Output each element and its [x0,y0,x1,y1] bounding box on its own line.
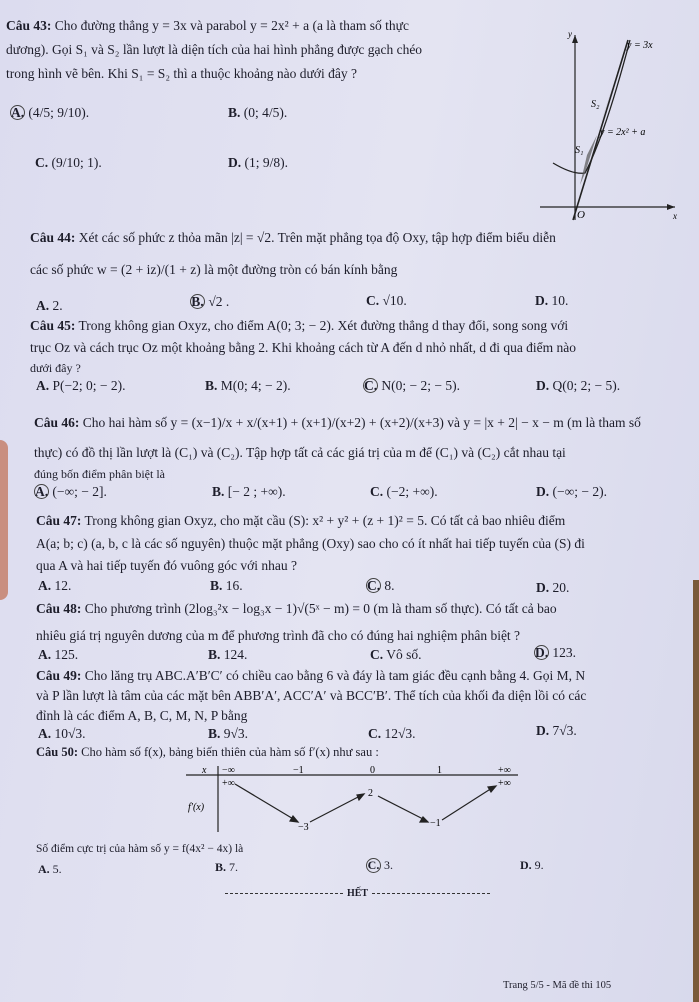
option-letter: D. [536,484,550,499]
q48-option-b[interactable] [208,647,247,663]
option-letter: C. [364,378,378,393]
y-axis-label: y [568,29,572,39]
option-text: Vô số. [386,647,422,662]
q46-option-a[interactable] [36,484,107,500]
question-text: Xét các số phức z thỏa mãn |z| = √2. Trên mặt phẳng tọa độ Oxy, tập hợp điểm biểu diễn [78,230,556,245]
f-value: −3 [298,822,309,833]
option-letter: A. [36,298,50,313]
q46-line-3: đúng bốn điểm phân biệt là [34,467,165,481]
q45-line-3: dưới đây ? [30,361,81,375]
q47-option-d[interactable] [536,580,569,596]
q48-line-1 [36,601,557,617]
option-text: 7√3. [552,723,577,738]
question-text: Cho đường thẳng y = 3x và parabol y = 2x² + a (a là tham số thực [54,18,409,33]
q43-line-1 [6,18,409,34]
option-text: [− 2 ; +∞). [227,484,286,499]
option-letter: C. [366,293,380,308]
option-letter: B. [212,484,225,499]
option-letter: A. [38,862,50,876]
option-letter: C. [368,726,382,741]
option-letter: B. [208,726,221,741]
option-text: (−∞; − 2]. [52,484,107,499]
x-value: −∞ [222,765,235,776]
s2-label: S₂ [591,99,600,110]
option-letter: A. [35,484,49,499]
option-text: Q(0; 2; − 5). [552,378,621,393]
option-text: 2. [52,298,63,313]
option-letter: B. [205,378,218,393]
option-letter: B. [208,647,221,662]
option-text: 3. [384,858,393,872]
q49-option-a[interactable] [38,726,86,742]
question-text: Cho hàm số f(x), bảng biến thiên của hàm số f′(x) như sau : [81,745,379,759]
option-text: 12. [54,578,72,593]
option-letter: D. [535,645,549,660]
f-value: +∞ [222,778,235,789]
option-text: 125. [54,647,79,662]
q49-line-2: và P lần lượt là tâm của các mặt bên ABB′A′, ACC′A′ và BCC′B′. Thể tích của khối đa diện lồi có các [36,688,587,703]
q46-line-1 [34,415,641,431]
option-letter: B. [210,578,223,593]
q49-line-3: đỉnh là các điểm A, B, C, M, N, P bằng [36,708,248,723]
q46-line-2: thực) có đồ thị lần lượt là (C₁) và (C₂). Tập hợp tất cả các giá trị của m để (C₁) và (C₂) cắt nhau tại [34,445,566,460]
q43-option-c[interactable] [35,155,102,171]
option-letter: D. [228,155,242,170]
question-label: Câu 46: [34,415,80,430]
x-label: x [202,765,207,776]
option-letter: B. [228,105,241,120]
option-text: √10. [382,293,407,308]
q45-option-a[interactable] [36,378,125,394]
q46-option-d[interactable] [536,484,607,500]
option-letter: D. [535,293,549,308]
option-letter: D. [536,723,550,738]
q47-line-1 [36,513,565,529]
question-label: Câu 50: [36,745,79,759]
option-text: (−∞; − 2). [552,484,607,499]
option-text: 7. [229,860,239,874]
q43-line-3: trong hình vẽ bên. Khi S₁ = S₂ thì a thuộc khoảng nào dưới đây ? [6,66,357,81]
option-text: 12√3. [384,726,416,741]
option-letter: A. [38,647,52,662]
end-mark [225,888,490,899]
q46-option-b[interactable] [212,484,286,500]
q47-line-3: qua A và hai tiếp tuyến đó vuông góc với nhau ? [36,558,297,573]
option-text: (−2; +∞). [386,484,438,499]
q50-option-a[interactable] [38,862,62,877]
q44-line-2: các số phức w = (2 + iz)/(1 + z) là một đường tròn có bán kính bằng [30,262,398,277]
option-letter: A. [36,378,50,393]
x-value: +∞ [498,765,511,776]
q43-line-2: dương). Gọi S₁ và S₂ lần lượt là diện tích của hai hình phẳng được gạch chéo [6,42,423,57]
q49-option-d[interactable] [536,723,577,739]
x-axis-label: x [673,211,677,221]
option-text: 10. [551,293,569,308]
q48-line-2: nhiêu giá trị nguyên dương của m để phương trình đã cho có đúng hai nghiệm phân biệt ? [36,628,521,643]
question-label: Câu 48: [36,601,82,616]
q49-line-1 [36,668,585,684]
option-text: (0; 4/5). [243,105,288,120]
q44-option-b[interactable] [192,294,229,310]
option-text: M(0; 4; − 2). [220,378,291,393]
f-label: f′(x) [188,802,205,813]
q44-option-c[interactable] [366,293,407,309]
option-text: 9. [534,858,544,872]
question-label: Câu 44: [30,230,76,245]
page-edge [693,580,699,1002]
variation-arrows [235,784,496,822]
hatched-regions [580,65,620,185]
q47-line-2: A(a; b; c) (a, b, c là các số nguyên) thuộc mặt phẳng (Oxy) sao cho có ít nhất hai tiếp tuyến của (S) đi [36,536,585,551]
q44-option-a[interactable] [36,298,63,314]
q44-line-1 [30,230,556,246]
question-label: Câu 45: [30,318,76,333]
q43-option-b[interactable] [228,105,287,121]
q46-option-c[interactable] [370,484,438,500]
option-text: 20. [552,580,570,595]
q47-option-a[interactable] [38,578,71,594]
question-text: Cho lăng trụ ABC.A′B′C′ có chiều cao bằng 6 và đáy là tam giác đều cạnh bằng 4. Gọi M, N [84,668,586,683]
origin-label: O [577,209,585,221]
q50-line-1 [36,745,379,760]
option-letter: A. [38,726,52,741]
option-text: √2 . [208,294,230,309]
q43-figure [535,25,695,225]
divider [225,893,343,894]
q50-option-d[interactable] [520,858,544,873]
option-letter: C. [367,858,380,872]
option-text: (1; 9/8). [244,155,288,170]
q48-option-d[interactable] [536,645,576,661]
f-value: +∞ [498,778,511,789]
question-label: Câu 47: [36,513,82,528]
q45-line-2: trục Oz và cách trục Oz một khoảng bằng 2. Khi khoảng cách từ A đến d nhỏ nhất, d đi qua điểm nào [30,340,577,355]
question-label: Câu 49: [36,668,82,683]
q45-option-c[interactable] [365,378,460,394]
option-letter: C. [35,155,49,170]
option-text: 10√3. [54,726,86,741]
x-value: 0 [370,765,375,776]
option-letter: C. [370,484,384,499]
q43-option-a[interactable] [12,105,89,121]
option-letter: B. [191,294,204,309]
option-text: 9√3. [223,726,249,741]
option-text: P(−2; 0; − 2). [52,378,126,393]
option-letter: C. [370,647,384,662]
question-text: Trong không gian Oxyz, cho điểm A(0; 3; − 2). Xét đường thẳng d thay đổi, song song với [78,318,569,333]
option-letter: D. [520,858,532,872]
question-label: Câu 43: [6,18,52,33]
s1-label: S₁ [575,145,584,156]
option-text: 123. [552,645,576,660]
q45-line-1 [30,318,568,334]
q45-option-d[interactable] [536,378,620,394]
end-text: HẾT [346,888,369,899]
q44-option-d[interactable] [535,293,568,309]
q43-option-d[interactable] [228,155,288,171]
option-letter: C. [367,578,381,593]
q48-option-a[interactable] [38,647,78,663]
option-text: 16. [225,578,243,593]
q47-option-b[interactable] [210,578,243,594]
option-text: 5. [52,862,62,876]
option-text: (4/5; 9/10). [28,105,90,120]
x-value: 1 [437,765,442,776]
question-text: Cho hai hàm số y = (x−1)/x + x/(x+1) + (x+1)/(x+2) + (x+2)/(x+3) và y = |x + 2| − x − m (m là tham số [82,415,641,430]
option-letter: D. [536,580,550,595]
option-text: N(0; − 2; − 5). [381,378,460,393]
option-text: (9/10; 1). [51,155,102,170]
option-letter: A. [11,105,25,120]
f-value: −1 [430,818,441,829]
option-text: 8. [384,578,395,593]
page-footer: Trang 5/5 - Mã đề thi 105 [503,980,612,991]
option-letter: D. [536,378,550,393]
q49-option-b[interactable] [208,726,248,742]
q50-option-b[interactable] [215,860,238,875]
finger [0,440,8,600]
q49-option-c[interactable] [368,726,416,742]
q50-line-2: Số điểm cực trị của hàm số y = f(4x² − 4x) là [36,843,244,855]
option-letter: B. [215,860,227,874]
parabola-label: y = 2x² + a [600,127,646,138]
line-label: y = 3x [627,40,653,51]
option-text: 124. [223,647,248,662]
f-value: 2 [368,788,373,799]
variation-table [180,762,520,834]
q48-option-c[interactable] [370,647,422,663]
q47-option-c[interactable] [368,578,395,594]
question-text: Cho phương trình (2log₃²x − log₃x − 1)√(5ˣ − m) = 0 (m là tham số thực). Có tất cả bao [84,601,557,616]
q50-option-c[interactable] [368,858,393,873]
x-value: −1 [293,765,304,776]
q45-option-b[interactable] [205,378,291,394]
option-letter: A. [38,578,52,593]
divider [372,893,490,894]
question-text: Trong không gian Oxyz, cho mặt cầu (S): x² + y² + (z + 1)² = 5. Có tất cả bao nhiêu điểm [84,513,566,528]
